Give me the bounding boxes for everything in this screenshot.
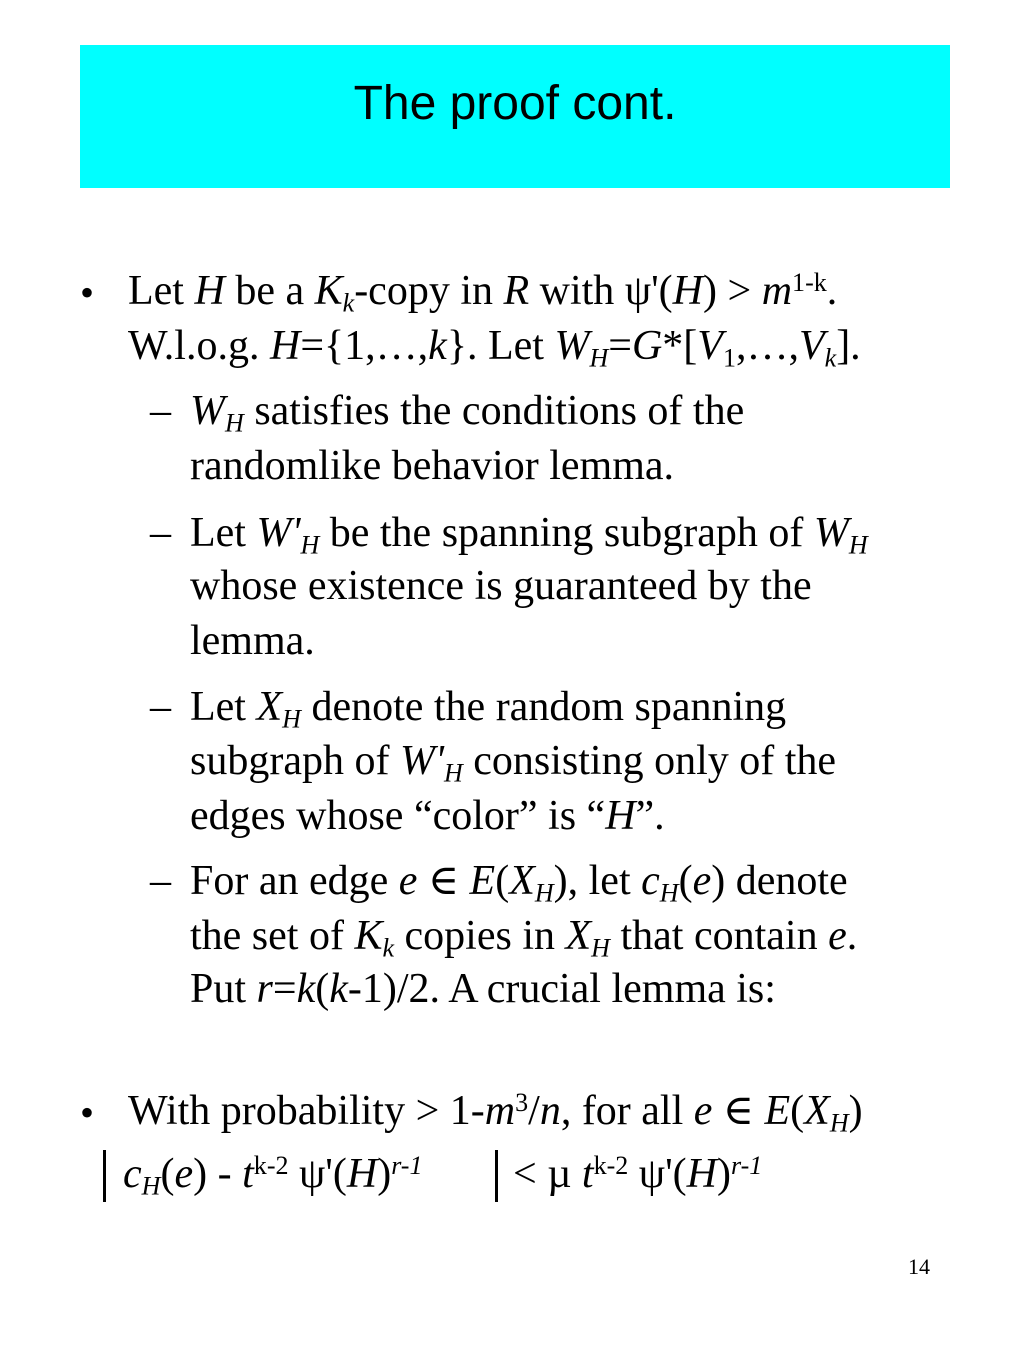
sub-3-line-1: Let $X_H$ denote the random spanning xyxy=(190,684,787,734)
bullet-1-line-1: Let H be a $K_k$-copy in R with $\psi'(H) > m^{1-k}$. xyxy=(128,267,838,318)
abs-bar-right xyxy=(495,1150,498,1202)
sub-2-line-2: whose existence is guaranteed by the xyxy=(190,563,812,609)
sub-1-line-2: randomlike behavior lemma. xyxy=(190,443,675,489)
sub-3-line-3: edges whose “color” is “H”. xyxy=(190,793,665,839)
sub-4-line-2: the set of $K_k$ copies in $X_H$ that contain e. xyxy=(190,913,858,963)
slide-title: The proof cont. xyxy=(353,77,677,130)
sub-bullet-marker: – xyxy=(150,858,171,904)
sub-1-line-1: $W_H$ satisfies the conditions of the xyxy=(190,388,745,438)
page-number: 14 xyxy=(908,1254,930,1279)
bullet-1-line-2: W.l.o.g. H={1,…,k}. Let $W_H=G*[V_1,\dots,V_k]$. xyxy=(128,323,861,373)
sub-4-line-3: Put r=k(k-1)/2. A crucial lemma is: xyxy=(190,966,776,1012)
sub-bullet-marker: – xyxy=(150,388,171,434)
title-banner xyxy=(80,45,950,188)
sub-2-line-3: lemma. xyxy=(190,618,315,664)
formula-right: < µ $t^{k-2}$ $\psi'(H)^{r-1}$ xyxy=(513,1150,763,1197)
sub-3-line-2: subgraph of $W'_H$ consisting only of the xyxy=(190,738,837,788)
bullet-marker: • xyxy=(80,270,95,315)
bullet-2-line-1: With probability > $1-m^3/n$, for all e ∈ $E(X_H)$ xyxy=(128,1087,863,1138)
abs-bar-left xyxy=(103,1150,106,1202)
sub-4-line-1: For an edge e ∈ $E(X_H)$, let $c_H(e)$ denote xyxy=(190,858,848,908)
bullet-marker: • xyxy=(80,1090,95,1135)
sub-bullet-marker: – xyxy=(150,510,171,556)
formula-left: $c_H(e) - t^{k-2}$ $\psi'(H)^{r-1}$ xyxy=(123,1150,423,1201)
sub-bullet-marker: – xyxy=(150,684,171,730)
sub-2-line-1: Let $W'_H$ be the spanning subgraph of $W_H$ xyxy=(190,510,868,560)
